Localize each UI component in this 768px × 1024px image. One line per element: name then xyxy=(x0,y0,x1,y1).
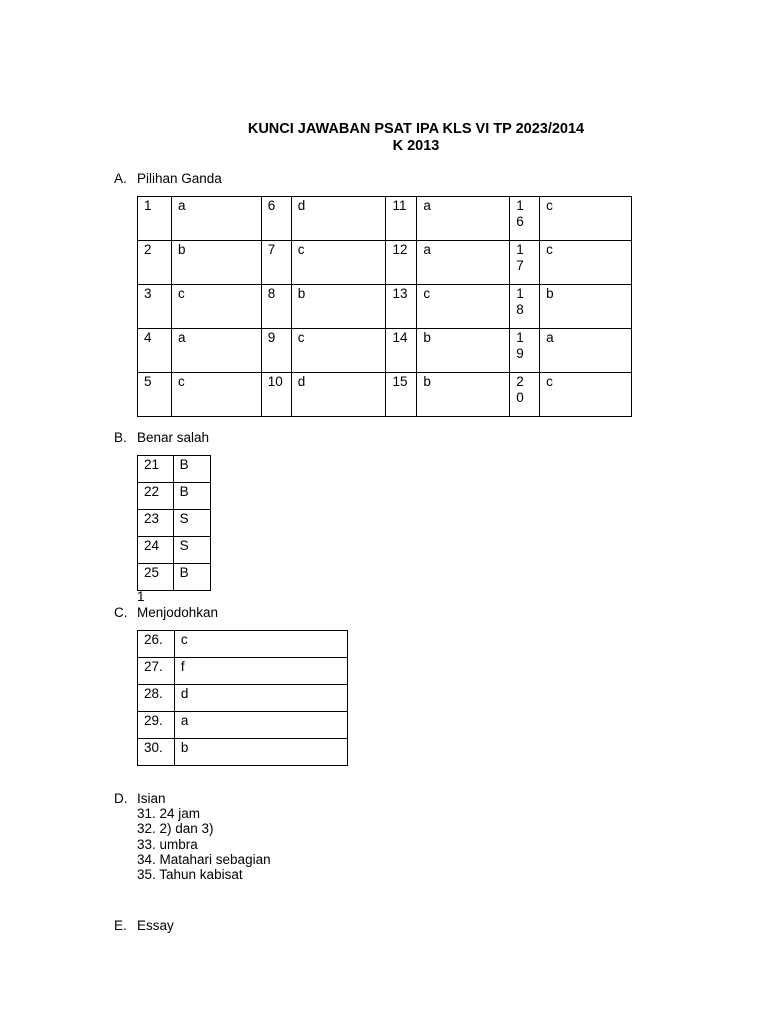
section-d-letter: D. xyxy=(114,791,128,806)
pilihan-ganda-table xyxy=(137,196,632,417)
menjodohkan-table xyxy=(137,630,348,766)
table-row xyxy=(138,658,348,685)
title-line-2: K 2013 xyxy=(392,138,440,154)
answer-key: b xyxy=(417,373,510,417)
answer-key: c xyxy=(171,285,261,329)
question-number: 28. xyxy=(138,685,175,712)
answer-key: c xyxy=(291,329,386,373)
answer-key: c xyxy=(417,285,510,329)
section-c-letter: C. xyxy=(114,605,128,620)
question-number: 30. xyxy=(138,739,175,766)
isian-answer: 33. umbra xyxy=(137,836,198,852)
question-number: 1 xyxy=(138,197,172,241)
question-number: 4 xyxy=(138,329,172,373)
question-number: 1 8 xyxy=(510,285,540,329)
table-row xyxy=(138,285,632,329)
table-row xyxy=(138,537,211,564)
answer-key: d xyxy=(291,197,386,241)
isian-answer: 31. 24 jam xyxy=(137,806,201,821)
answer-key: S xyxy=(173,537,210,564)
answer-key: b xyxy=(291,285,386,329)
answer-key: B xyxy=(173,564,210,591)
question-number: 22 xyxy=(138,483,174,510)
question-number: 9 xyxy=(261,329,291,373)
question-number: 12 xyxy=(386,241,417,285)
section-e-letter: E. xyxy=(114,918,127,933)
section-c-name: Menjodohkan xyxy=(137,605,219,620)
table-row xyxy=(138,685,348,712)
answer-key: c xyxy=(540,373,632,417)
table-row xyxy=(138,510,211,537)
page-number: 1 xyxy=(137,589,145,604)
question-number: 8 xyxy=(261,285,291,329)
table-row xyxy=(138,329,632,373)
title-line-1: KUNCI JAWABAN PSAT IPA KLS VI TP 2023/2014 xyxy=(247,121,585,137)
answer-key: c xyxy=(540,197,632,241)
question-number: 6 xyxy=(261,197,291,241)
answer-key: b xyxy=(174,739,347,766)
isian-answer: 35. Tahun kabisat xyxy=(137,867,243,883)
answer-key: b xyxy=(171,241,261,285)
table-row xyxy=(138,373,632,417)
question-number: 23 xyxy=(138,510,174,537)
answer-key: S xyxy=(173,510,210,537)
isian-answer: 32. 2) dan 3) xyxy=(137,821,214,837)
answer-key: d xyxy=(291,373,386,417)
answer-key: c xyxy=(174,631,347,658)
question-number: 15 xyxy=(386,373,417,417)
document-title xyxy=(0,121,768,155)
answer-key: a xyxy=(171,197,261,241)
question-number: 29. xyxy=(138,712,175,739)
answer-key: a xyxy=(174,712,347,739)
answer-key: c xyxy=(291,241,386,285)
question-number: 25 xyxy=(138,564,174,591)
section-b-name: Benar salah xyxy=(137,430,210,445)
section-a-letter: A. xyxy=(114,171,127,186)
table-row xyxy=(138,456,211,483)
answer-key: b xyxy=(417,329,510,373)
answer-key: B xyxy=(173,483,210,510)
question-number: 24 xyxy=(138,537,174,564)
answer-key: a xyxy=(540,329,632,373)
question-number: 1 7 xyxy=(510,241,540,285)
question-number: 14 xyxy=(386,329,417,373)
question-number: 3 xyxy=(138,285,172,329)
answer-key: a xyxy=(417,241,510,285)
section-e-name: Essay xyxy=(137,918,174,933)
question-number: 21 xyxy=(138,456,174,483)
table-row xyxy=(138,631,348,658)
question-number: 1 9 xyxy=(510,329,540,373)
question-number: 27. xyxy=(138,658,175,685)
table-row xyxy=(138,197,632,241)
table-row xyxy=(138,483,211,510)
question-number: 1 6 xyxy=(510,197,540,241)
answer-key: a xyxy=(171,329,261,373)
section-d-name: Isian xyxy=(137,791,166,806)
answer-key: c xyxy=(171,373,261,417)
answer-key: d xyxy=(174,685,347,712)
table-row xyxy=(138,564,211,591)
answer-key: b xyxy=(540,285,632,329)
question-number: 2 xyxy=(138,241,172,285)
question-number: 5 xyxy=(138,373,172,417)
answer-key: B xyxy=(173,456,210,483)
answer-key: a xyxy=(417,197,510,241)
section-a-name: Pilihan Ganda xyxy=(137,171,222,186)
question-number: 10 xyxy=(261,373,291,417)
question-number: 26. xyxy=(138,631,175,658)
question-number: 7 xyxy=(261,241,291,285)
question-number: 13 xyxy=(386,285,417,329)
table-row xyxy=(138,712,348,739)
answer-key: c xyxy=(540,241,632,285)
table-row xyxy=(138,241,632,285)
answer-key: f xyxy=(174,658,347,685)
table-row xyxy=(138,739,348,766)
benar-salah-table xyxy=(137,455,211,591)
question-number: 2 0 xyxy=(510,373,540,417)
question-number: 11 xyxy=(386,197,417,241)
isian-answer: 34. Matahari sebagian xyxy=(137,851,271,867)
section-b-letter: B. xyxy=(114,430,127,445)
